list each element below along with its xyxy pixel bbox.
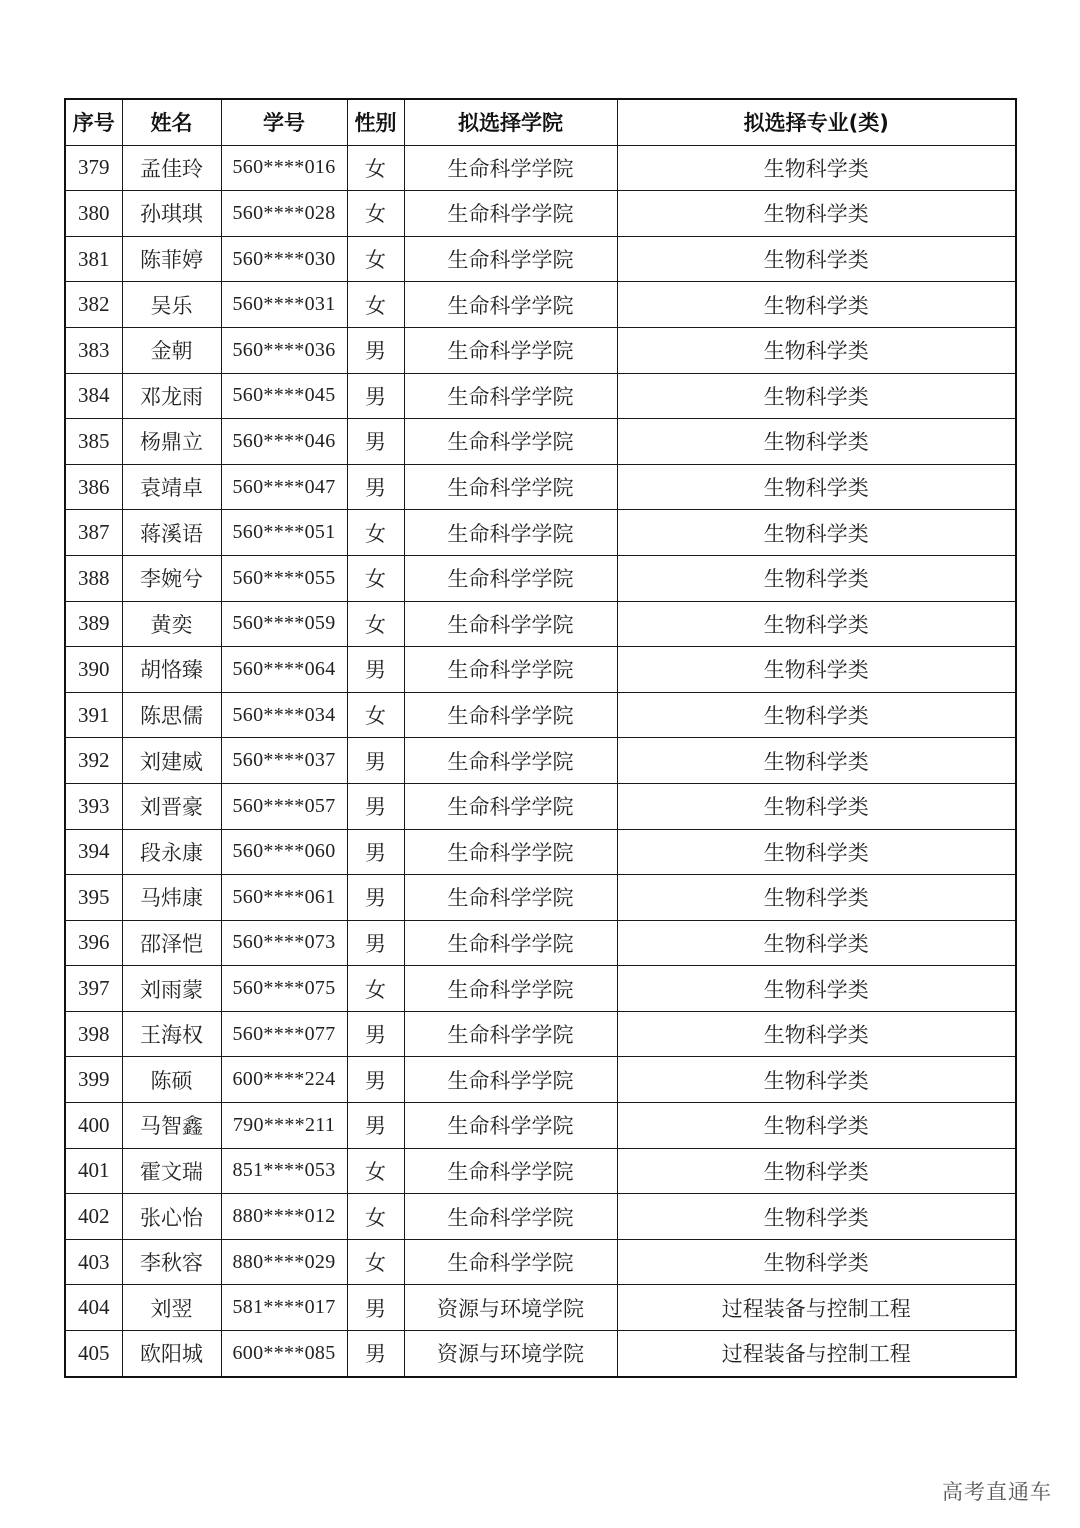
cell-major: 生物科学类 xyxy=(617,373,1016,419)
cell-gender: 男 xyxy=(347,1057,404,1103)
cell-student-id: 880****029 xyxy=(221,1239,347,1285)
cell-index: 398 xyxy=(65,1011,122,1057)
cell-gender: 男 xyxy=(347,1011,404,1057)
table-row xyxy=(65,1239,1016,1285)
cell-gender: 女 xyxy=(347,692,404,738)
cell-index: 401 xyxy=(65,1148,122,1194)
cell-student-id: 790****211 xyxy=(221,1103,347,1149)
header-college: 拟选择学院 xyxy=(404,99,617,145)
cell-index: 405 xyxy=(65,1331,122,1377)
cell-college: 生命科学学院 xyxy=(404,738,617,784)
header-index: 序号 xyxy=(65,99,122,145)
table-row xyxy=(65,875,1016,921)
cell-major: 过程装备与控制工程 xyxy=(617,1331,1016,1377)
cell-index: 399 xyxy=(65,1057,122,1103)
cell-college: 生命科学学院 xyxy=(404,647,617,693)
cell-major: 生物科学类 xyxy=(617,327,1016,373)
cell-name: 刘翌 xyxy=(122,1285,221,1331)
table-row xyxy=(65,692,1016,738)
table-row xyxy=(65,373,1016,419)
table-body xyxy=(65,145,1016,1377)
table-row xyxy=(65,282,1016,328)
cell-gender: 男 xyxy=(347,875,404,921)
cell-student-id: 560****064 xyxy=(221,647,347,693)
cell-gender: 男 xyxy=(347,373,404,419)
cell-gender: 女 xyxy=(347,1194,404,1240)
cell-name: 孙琪琪 xyxy=(122,191,221,237)
cell-major: 过程装备与控制工程 xyxy=(617,1285,1016,1331)
cell-major: 生物科学类 xyxy=(617,692,1016,738)
cell-major: 生物科学类 xyxy=(617,601,1016,647)
cell-student-id: 560****016 xyxy=(221,145,347,191)
cell-name: 陈菲婷 xyxy=(122,236,221,282)
cell-student-id: 560****055 xyxy=(221,555,347,601)
cell-student-id: 560****060 xyxy=(221,829,347,875)
cell-gender: 女 xyxy=(347,1148,404,1194)
cell-name: 邓龙雨 xyxy=(122,373,221,419)
cell-student-id: 560****051 xyxy=(221,510,347,556)
cell-name: 马炜康 xyxy=(122,875,221,921)
cell-index: 381 xyxy=(65,236,122,282)
cell-student-id: 560****061 xyxy=(221,875,347,921)
cell-index: 397 xyxy=(65,966,122,1012)
cell-major: 生物科学类 xyxy=(617,464,1016,510)
table-row xyxy=(65,419,1016,465)
cell-name: 黄奕 xyxy=(122,601,221,647)
cell-student-id: 560****031 xyxy=(221,282,347,328)
cell-gender: 女 xyxy=(347,555,404,601)
cell-name: 段永康 xyxy=(122,829,221,875)
cell-college: 生命科学学院 xyxy=(404,601,617,647)
cell-index: 388 xyxy=(65,555,122,601)
cell-college: 生命科学学院 xyxy=(404,282,617,328)
student-roster-table xyxy=(64,98,1017,1378)
cell-gender: 女 xyxy=(347,966,404,1012)
cell-major: 生物科学类 xyxy=(617,966,1016,1012)
cell-student-id: 600****224 xyxy=(221,1057,347,1103)
cell-major: 生物科学类 xyxy=(617,145,1016,191)
cell-gender: 男 xyxy=(347,920,404,966)
cell-index: 396 xyxy=(65,920,122,966)
table-row xyxy=(65,783,1016,829)
table-row xyxy=(65,738,1016,784)
cell-gender: 男 xyxy=(347,783,404,829)
cell-student-id: 560****073 xyxy=(221,920,347,966)
header-major: 拟选择专业(类) xyxy=(617,99,1016,145)
cell-major: 生物科学类 xyxy=(617,1103,1016,1149)
cell-gender: 女 xyxy=(347,145,404,191)
cell-major: 生物科学类 xyxy=(617,829,1016,875)
cell-index: 390 xyxy=(65,647,122,693)
cell-college: 资源与环境学院 xyxy=(404,1285,617,1331)
table-row xyxy=(65,1285,1016,1331)
cell-index: 387 xyxy=(65,510,122,556)
cell-student-id: 560****034 xyxy=(221,692,347,738)
cell-index: 392 xyxy=(65,738,122,784)
cell-name: 金朝 xyxy=(122,327,221,373)
cell-college: 生命科学学院 xyxy=(404,1057,617,1103)
cell-gender: 女 xyxy=(347,1239,404,1285)
cell-student-id: 851****053 xyxy=(221,1148,347,1194)
cell-student-id: 560****028 xyxy=(221,191,347,237)
watermark-text: 高考直通车 xyxy=(942,1480,1052,1504)
cell-college: 生命科学学院 xyxy=(404,1148,617,1194)
cell-gender: 男 xyxy=(347,738,404,784)
cell-student-id: 600****085 xyxy=(221,1331,347,1377)
cell-college: 生命科学学院 xyxy=(404,1194,617,1240)
cell-student-id: 880****012 xyxy=(221,1194,347,1240)
cell-name: 李秋容 xyxy=(122,1239,221,1285)
cell-student-id: 560****059 xyxy=(221,601,347,647)
cell-index: 403 xyxy=(65,1239,122,1285)
table-row xyxy=(65,920,1016,966)
cell-index: 402 xyxy=(65,1194,122,1240)
cell-gender: 女 xyxy=(347,236,404,282)
cell-student-id: 560****037 xyxy=(221,738,347,784)
cell-index: 380 xyxy=(65,191,122,237)
cell-college: 生命科学学院 xyxy=(404,510,617,556)
cell-college: 生命科学学院 xyxy=(404,236,617,282)
cell-college: 生命科学学院 xyxy=(404,555,617,601)
cell-gender: 男 xyxy=(347,829,404,875)
cell-gender: 女 xyxy=(347,191,404,237)
cell-index: 382 xyxy=(65,282,122,328)
cell-name: 刘晋豪 xyxy=(122,783,221,829)
cell-name: 陈思儒 xyxy=(122,692,221,738)
table-row xyxy=(65,1103,1016,1149)
cell-major: 生物科学类 xyxy=(617,783,1016,829)
cell-gender: 男 xyxy=(347,1331,404,1377)
cell-index: 383 xyxy=(65,327,122,373)
cell-gender: 女 xyxy=(347,601,404,647)
cell-name: 邵泽恺 xyxy=(122,920,221,966)
cell-index: 379 xyxy=(65,145,122,191)
cell-major: 生物科学类 xyxy=(617,1148,1016,1194)
cell-college: 生命科学学院 xyxy=(404,692,617,738)
cell-name: 蒋溪语 xyxy=(122,510,221,556)
table-row xyxy=(65,1194,1016,1240)
cell-name: 杨鼎立 xyxy=(122,419,221,465)
cell-gender: 男 xyxy=(347,327,404,373)
cell-index: 384 xyxy=(65,373,122,419)
cell-name: 孟佳玲 xyxy=(122,145,221,191)
cell-index: 386 xyxy=(65,464,122,510)
cell-college: 资源与环境学院 xyxy=(404,1331,617,1377)
cell-student-id: 560****045 xyxy=(221,373,347,419)
header-gender: 性别 xyxy=(347,99,404,145)
table-row xyxy=(65,647,1016,693)
cell-name: 王海权 xyxy=(122,1011,221,1057)
cell-college: 生命科学学院 xyxy=(404,419,617,465)
cell-major: 生物科学类 xyxy=(617,555,1016,601)
table-row xyxy=(65,510,1016,556)
table-row xyxy=(65,966,1016,1012)
cell-gender: 男 xyxy=(347,1103,404,1149)
cell-college: 生命科学学院 xyxy=(404,191,617,237)
cell-name: 吴乐 xyxy=(122,282,221,328)
cell-index: 400 xyxy=(65,1103,122,1149)
cell-college: 生命科学学院 xyxy=(404,1239,617,1285)
cell-major: 生物科学类 xyxy=(617,738,1016,784)
cell-major: 生物科学类 xyxy=(617,1239,1016,1285)
table-row xyxy=(65,1331,1016,1377)
cell-major: 生物科学类 xyxy=(617,282,1016,328)
cell-college: 生命科学学院 xyxy=(404,875,617,921)
cell-college: 生命科学学院 xyxy=(404,145,617,191)
table-row xyxy=(65,191,1016,237)
cell-name: 袁靖卓 xyxy=(122,464,221,510)
cell-major: 生物科学类 xyxy=(617,236,1016,282)
table-row xyxy=(65,1011,1016,1057)
cell-college: 生命科学学院 xyxy=(404,1011,617,1057)
cell-gender: 男 xyxy=(347,464,404,510)
cell-student-id: 560****075 xyxy=(221,966,347,1012)
cell-student-id: 560****077 xyxy=(221,1011,347,1057)
table-row xyxy=(65,1057,1016,1103)
cell-name: 陈硕 xyxy=(122,1057,221,1103)
cell-college: 生命科学学院 xyxy=(404,464,617,510)
cell-college: 生命科学学院 xyxy=(404,373,617,419)
cell-student-id: 560****036 xyxy=(221,327,347,373)
cell-name: 刘雨蒙 xyxy=(122,966,221,1012)
table-row xyxy=(65,327,1016,373)
cell-gender: 女 xyxy=(347,282,404,328)
cell-student-id: 560****047 xyxy=(221,464,347,510)
cell-college: 生命科学学院 xyxy=(404,327,617,373)
cell-major: 生物科学类 xyxy=(617,1194,1016,1240)
cell-major: 生物科学类 xyxy=(617,191,1016,237)
cell-major: 生物科学类 xyxy=(617,1011,1016,1057)
cell-student-id: 560****057 xyxy=(221,783,347,829)
cell-gender: 男 xyxy=(347,1285,404,1331)
cell-major: 生物科学类 xyxy=(617,510,1016,556)
cell-major: 生物科学类 xyxy=(617,920,1016,966)
cell-college: 生命科学学院 xyxy=(404,1103,617,1149)
cell-index: 394 xyxy=(65,829,122,875)
header-row xyxy=(65,99,1016,145)
cell-index: 385 xyxy=(65,419,122,465)
cell-index: 389 xyxy=(65,601,122,647)
cell-name: 欧阳城 xyxy=(122,1331,221,1377)
cell-index: 404 xyxy=(65,1285,122,1331)
cell-index: 391 xyxy=(65,692,122,738)
header-student-id: 学号 xyxy=(221,99,347,145)
cell-name: 张心怡 xyxy=(122,1194,221,1240)
table-row xyxy=(65,601,1016,647)
cell-college: 生命科学学院 xyxy=(404,829,617,875)
cell-index: 393 xyxy=(65,783,122,829)
cell-college: 生命科学学院 xyxy=(404,783,617,829)
cell-major: 生物科学类 xyxy=(617,1057,1016,1103)
table-row xyxy=(65,829,1016,875)
table-row xyxy=(65,1148,1016,1194)
table-row xyxy=(65,555,1016,601)
cell-gender: 男 xyxy=(347,647,404,693)
header-name: 姓名 xyxy=(122,99,221,145)
cell-name: 马智鑫 xyxy=(122,1103,221,1149)
cell-major: 生物科学类 xyxy=(617,875,1016,921)
cell-name: 刘建威 xyxy=(122,738,221,784)
cell-major: 生物科学类 xyxy=(617,647,1016,693)
cell-student-id: 560****046 xyxy=(221,419,347,465)
cell-gender: 男 xyxy=(347,419,404,465)
cell-college: 生命科学学院 xyxy=(404,966,617,1012)
cell-name: 霍文瑞 xyxy=(122,1148,221,1194)
table-row xyxy=(65,236,1016,282)
table-row xyxy=(65,145,1016,191)
cell-student-id: 560****030 xyxy=(221,236,347,282)
cell-gender: 女 xyxy=(347,510,404,556)
cell-student-id: 581****017 xyxy=(221,1285,347,1331)
cell-name: 李婉兮 xyxy=(122,555,221,601)
cell-college: 生命科学学院 xyxy=(404,920,617,966)
cell-name: 胡恪臻 xyxy=(122,647,221,693)
cell-major: 生物科学类 xyxy=(617,419,1016,465)
table-header xyxy=(65,99,1016,145)
table-row xyxy=(65,464,1016,510)
cell-index: 395 xyxy=(65,875,122,921)
